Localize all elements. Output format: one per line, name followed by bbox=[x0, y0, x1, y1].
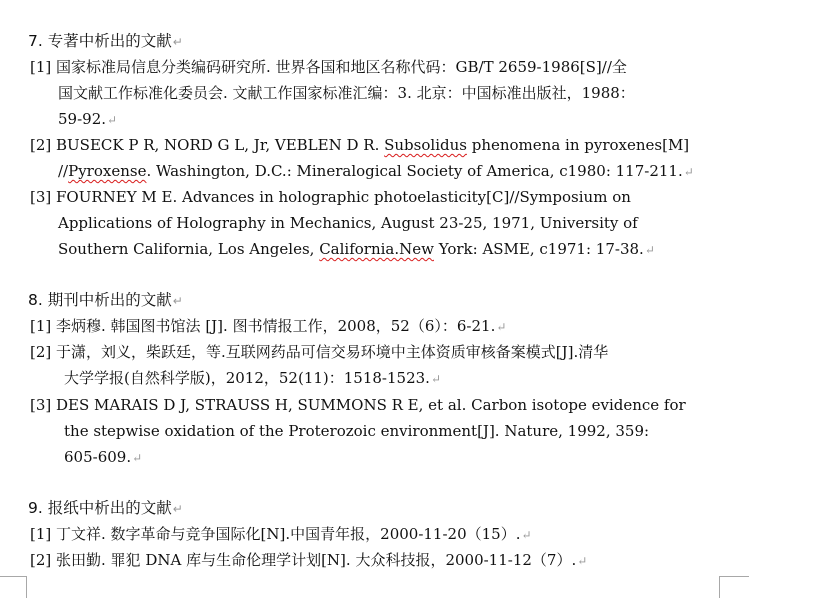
margin-corner-marker-left bbox=[0, 576, 27, 598]
paragraph-mark-icon: ↵ bbox=[172, 35, 183, 49]
reference-line: [1] 国家标准局信息分类编码研究所. 世界各国和地区名称代码：GB/T 2659-1986[S]//全 bbox=[30, 58, 627, 76]
reference-line: the stepwise oxidation of the Proterozoic environment[J]. Nature, 1992, 359: bbox=[64, 422, 650, 440]
reference-line: Southern California, Los Angeles, California.New York: ASME, c1971: 17-38.↵ bbox=[58, 240, 655, 258]
section-heading-9: 9. 报纸中析出的文献↵ bbox=[28, 499, 183, 517]
paragraph-mark-icon: ↵ bbox=[172, 502, 183, 516]
paragraph-mark-icon: ↵ bbox=[521, 528, 532, 542]
paragraph-mark-icon: ↵ bbox=[107, 113, 118, 127]
reference-line: //Pyroxense. Washington, D.C.: Mineralogical Society of America, c1980: 117-211.↵ bbox=[58, 162, 694, 180]
reference-line: Applications of Holography in Mechanics, August 23-25, 1971, University of bbox=[58, 214, 638, 232]
reference-line: [2] 于潇，刘义，柴跃廷，等.互联网药品可信交易环境中主体资质审核备案模式[J].清华 bbox=[30, 343, 609, 361]
spelling-error-word[interactable]: Pyroxense bbox=[68, 162, 147, 180]
reference-line: [1] 李炳穆. 韩国图书馆法 [J]. 图书情报工作，2008，52（6）：6-21.↵ bbox=[30, 317, 507, 335]
reference-line: 605-609.↵ bbox=[64, 448, 143, 466]
reference-line: 国文献工作标准化委员会. 文献工作国家标准汇编：3. 北京：中国标准出版社，1988： bbox=[58, 84, 635, 102]
paragraph-mark-icon: ↵ bbox=[683, 165, 694, 179]
reference-line: [1] 丁文祥. 数字革命与竞争国际化[N].中国青年报，2000-11-20（15）.↵ bbox=[30, 525, 532, 543]
paragraph-mark-icon: ↵ bbox=[496, 320, 507, 334]
section-heading-7: 7. 专著中析出的文献↵ bbox=[28, 32, 183, 50]
paragraph-mark-icon: ↵ bbox=[430, 372, 442, 386]
paragraph-mark-icon: ↵ bbox=[577, 554, 588, 568]
spelling-error-word[interactable]: California.New bbox=[319, 240, 434, 258]
reference-line: [2] BUSECK P R, NORD G L, Jr, VEBLEN D R. Subsolidus phenomena in pyroxenes[M] bbox=[30, 136, 690, 154]
reference-line: [3] FOURNEY M E. Advances in holographic photoelasticity[C]//Symposium on bbox=[30, 188, 631, 206]
margin-corner-marker-right bbox=[719, 576, 749, 598]
spelling-error-word[interactable]: Subsolidus bbox=[384, 136, 467, 154]
paragraph-mark-icon: ↵ bbox=[644, 243, 655, 257]
reference-line: 大学学报(自然科学版)，2012，52(11)：1518-1523.↵ bbox=[64, 369, 442, 387]
reference-line: [3] DES MARAIS D J, STRAUSS H, SUMMONS R E, et al. Carbon isotope evidence for bbox=[30, 396, 686, 414]
paragraph-mark-icon: ↵ bbox=[172, 294, 183, 308]
reference-line: [2] 张田勤. 罪犯 DNA 库与生命伦理学计划[N]. 大众科技报，2000-11-12（7）.↵ bbox=[30, 551, 588, 569]
reference-line: 59-92.↵ bbox=[58, 110, 118, 128]
section-heading-8: 8. 期刊中析出的文献↵ bbox=[28, 291, 183, 309]
paragraph-mark-icon: ↵ bbox=[132, 451, 143, 465]
